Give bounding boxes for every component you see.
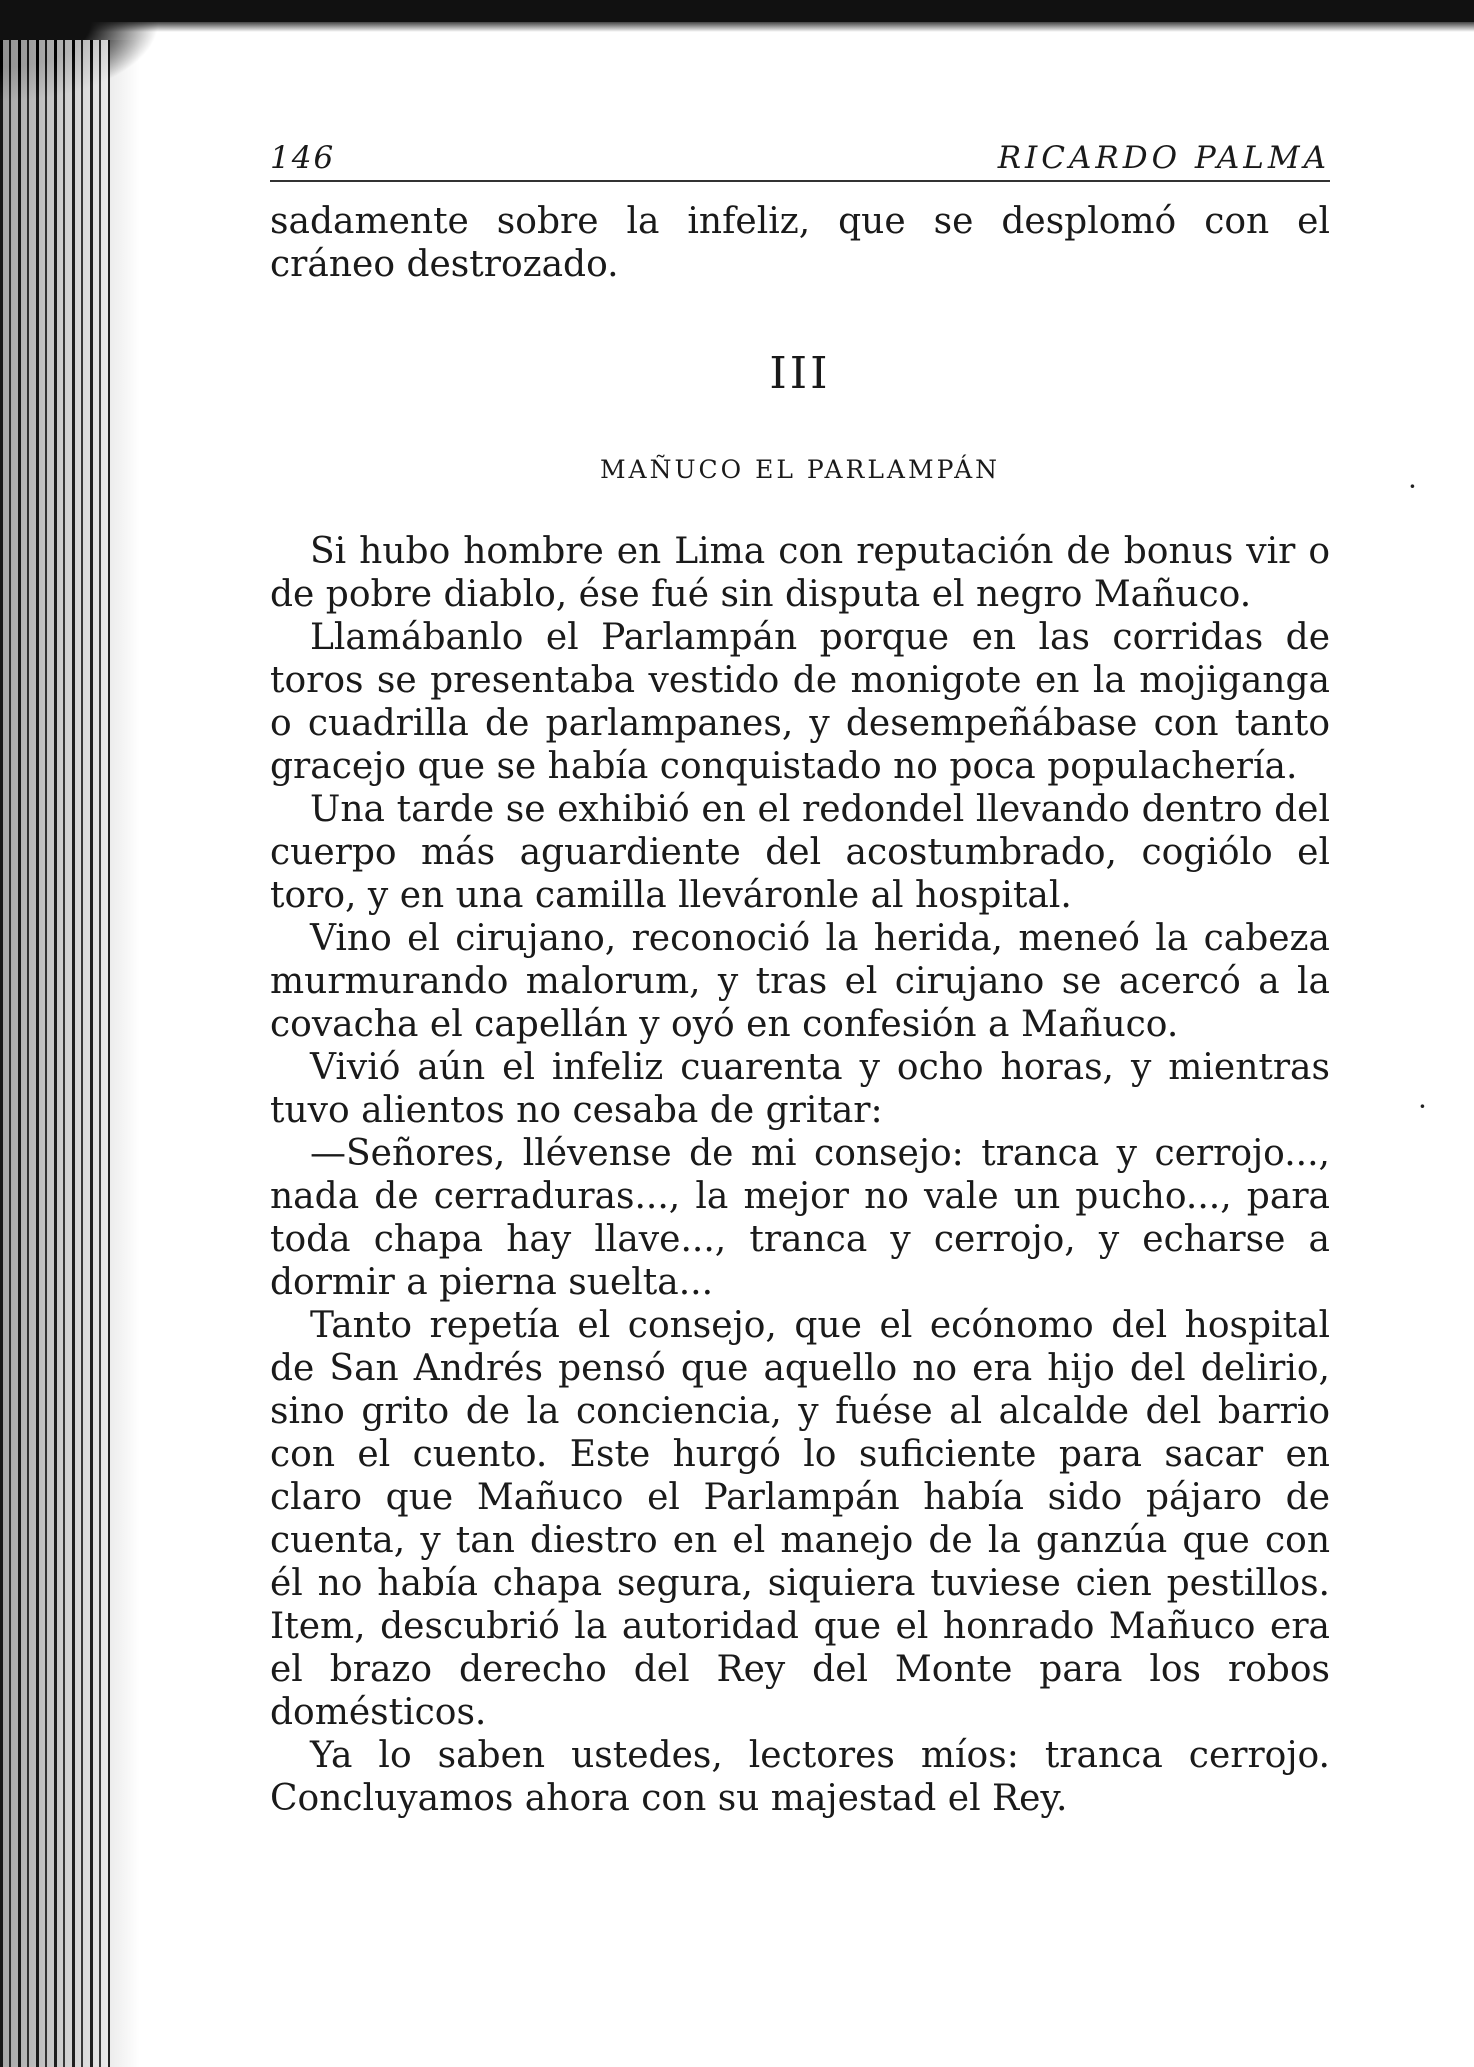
scan-speck: · [1418, 1090, 1427, 1123]
paragraph: Ya lo saben ustedes, lectores míos: tranca cerrojo. Concluyamos ahora con su majestad el Rey. [270, 1735, 1330, 1819]
paragraph-dialogue: —Señores, llévense de mi consejo: tranca y cerrojo..., nada de cerraduras..., la mejor no vale un pucho..., para toda chapa hay llave..., tranca y cerrojo, y echarse a dormir a pierna suelta... [270, 1133, 1330, 1303]
paragraph: Una tarde se exhibió en el redondel llevando dentro del cuerpo más aguardiente del acostumbrado, cogiólo el toro, y en una camilla lleváronle al hospital. [270, 789, 1330, 916]
scan-speck: · [1408, 470, 1417, 503]
paragraph-continued: sadamente sobre la infeliz, que se desplomó con el cráneo destrozado. [270, 201, 1330, 285]
scan-gutter-shade [0, 40, 140, 2067]
paragraph: Tanto repetía el consejo, que el ecónomo del hospital de San Andrés pensó que aquello no era hijo del delirio, sino grito de la conciencia, y fuése al alcalde del barrio con el cuento. Este hurgó lo suficiente para sacar en claro que Mañuco el Parlampán había sido pájaro de cuenta, y tan diestro en el manejo de la ganzúa que con él no había chapa segura, siquiera tuviese cien pestillos. Item, descubrió la autoridad que el honrado Mañuco era el brazo derecho del Rey del Monte para los robos domésticos. [270, 1305, 1330, 1733]
page-body [270, 200, 1330, 1820]
paragraph: Llamábanlo el Parlampán porque en las corridas de toros se presentaba vestido de monigote en la mojiganga o cuadrilla de parlampanes, y desempeñábase con tanto gracejo que se había conquistado no poca populachería. [270, 617, 1330, 787]
paragraph: Vino el cirujano, reconoció la herida, meneó la cabeza murmurando malorum, y tras el cirujano se acercó a la covacha el capellán y oyó en confesión a Mañuco. [270, 918, 1330, 1045]
scan-top-edge [0, 0, 1474, 22]
book-page [270, 140, 1330, 1820]
page-number: 146 [270, 140, 336, 176]
section-numeral: III [769, 348, 831, 399]
paragraph: Si hubo hombre en Lima con reputación de bonus vir o de pobre diablo, ése fué sin disputa el negro Mañuco. [270, 531, 1330, 615]
section-title-text: MAÑUCO EL PARLAMPÁN [599, 455, 1001, 484]
running-head [270, 140, 1330, 182]
paragraph: Vivió aún el infeliz cuarenta y ocho horas, y mientras tuvo alientos no cesaba de gritar: [270, 1047, 1330, 1131]
section-title [270, 455, 1330, 484]
running-title: RICARDO PALMA [997, 140, 1330, 176]
